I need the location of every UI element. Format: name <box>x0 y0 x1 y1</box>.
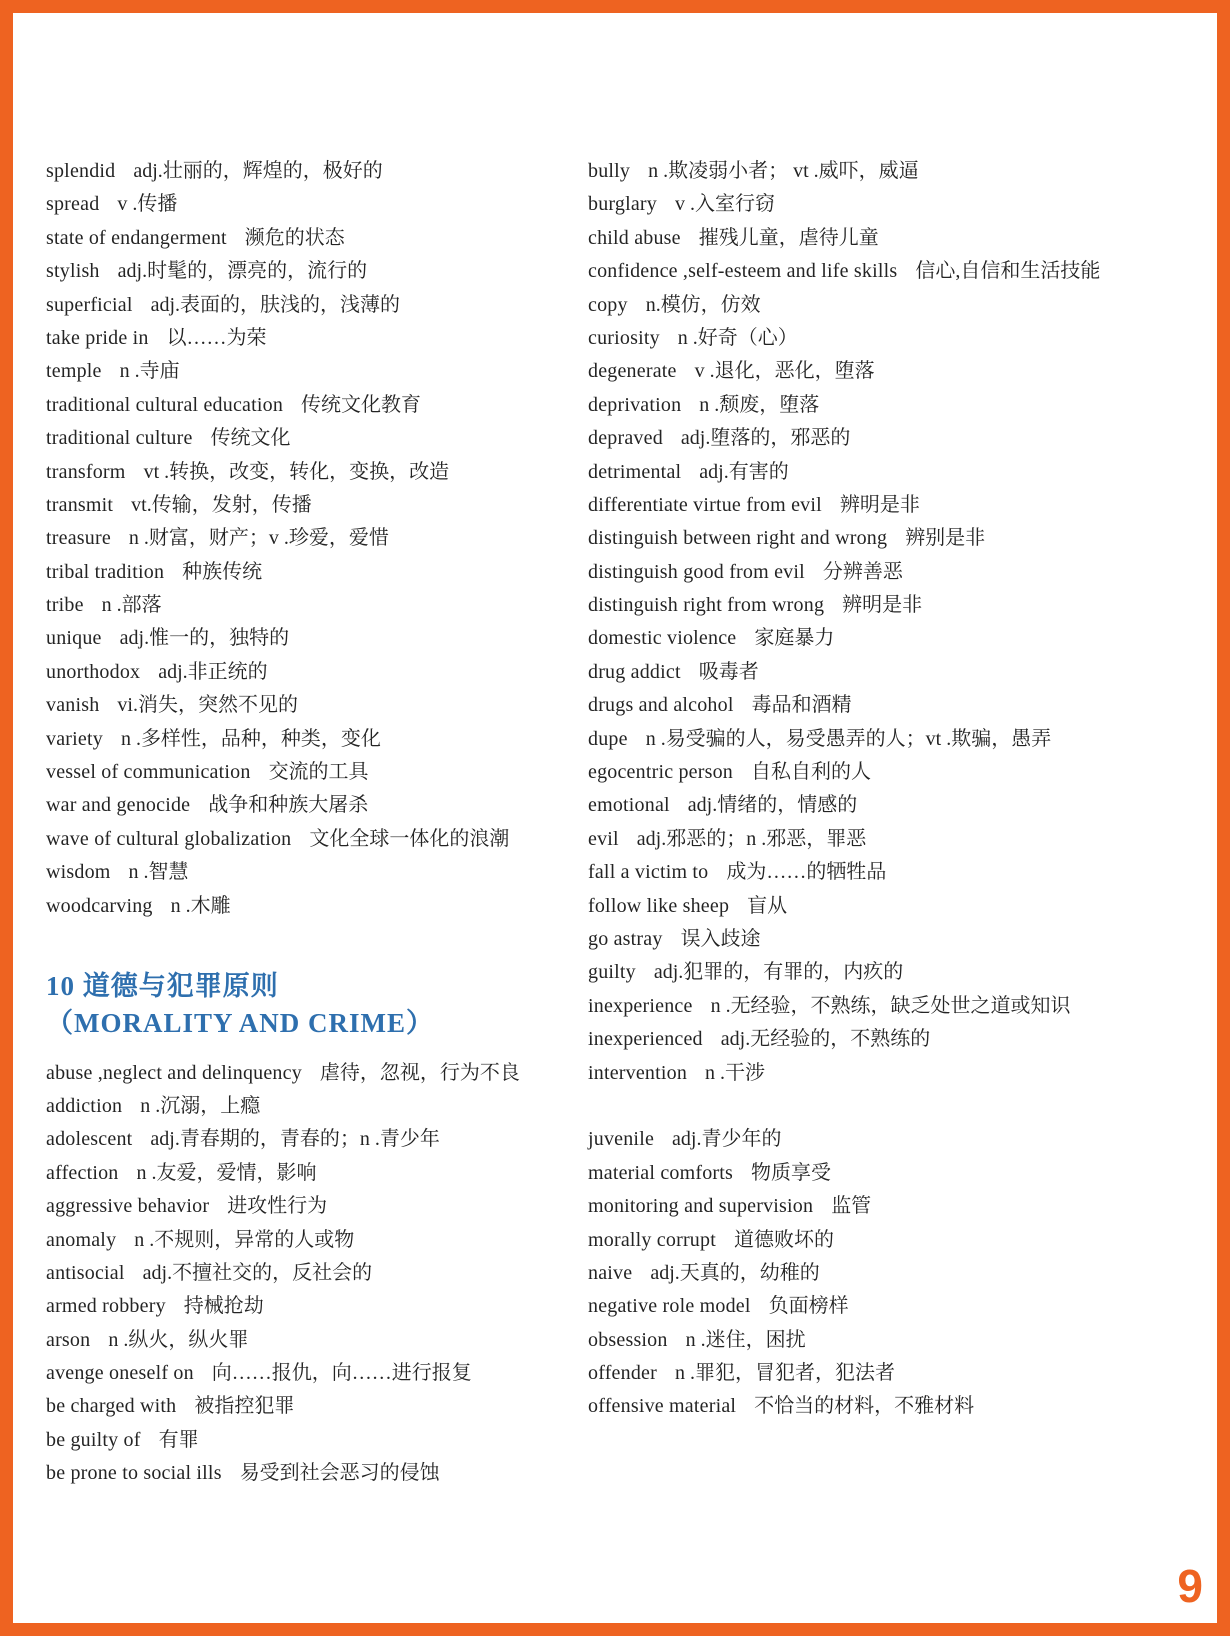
vocab-definition: 自私自利的人 <box>751 761 872 784</box>
vocab-definition: 种族传统 <box>182 560 263 583</box>
vocab-definition: v .传播 <box>117 193 178 216</box>
vocab-definition: 家庭暴力 <box>754 627 835 650</box>
vocab-term: morally corrupt <box>588 1228 716 1251</box>
vocab-list-left-bottom <box>46 1057 520 1491</box>
vocab-term: be charged with <box>46 1395 177 1418</box>
vocab-term: treasure <box>46 527 111 550</box>
vocab-term: dupe <box>588 727 628 750</box>
vocab-definition: n .财富，财产；v .珍爱，爱惜 <box>128 527 389 550</box>
vocab-term: arson <box>46 1328 91 1351</box>
vocab-term: bully <box>588 160 631 182</box>
vocab-term: curiosity <box>588 326 660 349</box>
vocab-entry <box>46 756 520 789</box>
vocab-definition: n .干涉 <box>705 1061 766 1084</box>
vocab-entry <box>46 1357 520 1390</box>
vocab-entry <box>588 1157 1100 1190</box>
vocab-definition: 盲从 <box>747 894 788 917</box>
vocab-definition: 分辨善恶 <box>822 560 903 583</box>
vocab-definition: adj.壮丽的，辉煌的，极好的 <box>133 160 383 182</box>
vocab-entry <box>588 1123 1100 1156</box>
vocab-entry <box>588 1023 1100 1056</box>
vocab-term: drug addict <box>588 660 681 683</box>
vocab-entry <box>46 355 520 388</box>
vocab-term: guilty <box>588 961 636 984</box>
vocab-definition: 道德败坏的 <box>733 1228 834 1251</box>
vocab-definition: 吸毒者 <box>698 660 759 683</box>
vocab-term: naive <box>588 1261 633 1284</box>
vocab-term: offensive material <box>588 1395 737 1418</box>
vocab-term: transform <box>46 460 126 483</box>
vocab-term: be guilty of <box>46 1428 141 1451</box>
vocab-entry <box>46 289 520 322</box>
vocab-entry <box>588 956 1100 989</box>
vocab-entry <box>46 155 520 188</box>
vocab-term: distinguish good from evil <box>588 560 805 583</box>
vocab-entry <box>46 1324 520 1357</box>
vocab-entry <box>588 622 1100 655</box>
vocab-definition: adj.表面的，肤浅的，浅薄的 <box>150 293 401 316</box>
vocab-entry <box>46 1290 520 1323</box>
vocab-definition: 向……报仇，向……进行报复 <box>211 1362 472 1385</box>
vocab-entry <box>588 823 1100 856</box>
vocab-term: deprivation <box>588 393 682 416</box>
vocab-entry <box>588 923 1100 956</box>
vocab-entry <box>588 1357 1100 1390</box>
vocab-term: unique <box>46 627 102 650</box>
vocab-entry <box>46 1190 520 1223</box>
vocab-term: superficial <box>46 293 133 316</box>
vocab-term: inexperienced <box>588 1028 703 1051</box>
left-column <box>46 155 520 1491</box>
vocab-term: depraved <box>588 427 663 450</box>
vocab-definition: 辨明是非 <box>842 594 923 617</box>
vocab-term: intervention <box>588 1061 688 1084</box>
vocab-entry <box>588 1290 1100 1323</box>
section-heading-number-title: 10 道德与犯罪原则 <box>46 970 279 1001</box>
vocab-term: fall a victim to <box>588 861 709 884</box>
vocab-entry <box>46 656 520 689</box>
vocab-term: drugs and alcohol <box>588 694 734 717</box>
vocab-term: burglary <box>588 193 657 216</box>
vocab-term: vanish <box>46 694 100 717</box>
vocab-definition: 交流的工具 <box>268 761 369 784</box>
vocab-term: domestic violence <box>588 627 737 650</box>
vocab-definition: 传统文化教育 <box>301 393 422 416</box>
vocab-definition: n .纵火，纵火罪 <box>108 1328 249 1351</box>
vocab-term: avenge oneself on <box>46 1362 194 1385</box>
vocab-entry <box>46 1123 520 1156</box>
vocab-entry <box>46 1057 520 1090</box>
vocab-entry <box>588 355 1100 388</box>
vocab-definition: adj.天真的，幼稚的 <box>650 1261 820 1284</box>
vocab-entry <box>588 990 1100 1023</box>
vocab-entry <box>46 856 520 889</box>
vocab-entry <box>46 1457 520 1490</box>
vocab-term: obsession <box>588 1328 668 1351</box>
vocab-definition: 文化全球一体化的浪潮 <box>309 827 510 850</box>
vocab-entry <box>588 322 1100 355</box>
vocab-term: detrimental <box>588 460 682 483</box>
vocab-entry <box>588 155 1100 188</box>
vocab-definition: n .部落 <box>101 594 162 617</box>
vocab-entry <box>46 188 520 221</box>
vocab-definition: n .颓废，堕落 <box>699 393 820 416</box>
vocab-definition: 传统文化 <box>210 427 291 450</box>
vocab-definition: 易受到社会恶习的侵蚀 <box>239 1462 440 1485</box>
vocab-entry <box>46 1157 520 1190</box>
vocab-definition: vt.传输，发射，传播 <box>131 493 312 516</box>
vocab-definition: 监管 <box>831 1195 872 1218</box>
vocab-definition: n .无经验，不熟练，缺乏处世之道或知识 <box>710 994 1071 1017</box>
vocab-term: splendid <box>46 160 116 182</box>
vocab-term: juvenile <box>588 1128 655 1151</box>
vocab-entry <box>588 1324 1100 1357</box>
vocab-term: wave of cultural globalization <box>46 827 292 850</box>
vocab-definition: n .智慧 <box>128 861 189 884</box>
vocab-definition: adj.邪恶的；n .邪恶，罪恶 <box>636 827 867 850</box>
vocab-definition: n .友爱，爱情，影响 <box>136 1161 317 1184</box>
vocab-definition: adj.堕落的，邪恶的 <box>680 427 851 450</box>
vocab-definition: 以……为荣 <box>166 326 267 349</box>
vocab-term: confidence ,self-esteem and life skills <box>588 260 898 283</box>
vocab-entry <box>46 222 520 255</box>
vocab-definition: n .木雕 <box>170 894 231 917</box>
vocab-definition: n .易受骗的人，易受愚弄的人；vt .欺骗，愚弄 <box>645 727 1052 750</box>
vocab-entry <box>46 723 520 756</box>
vocab-entry <box>46 456 520 489</box>
vocab-entry <box>588 656 1100 689</box>
vocab-term: war and genocide <box>46 794 191 817</box>
vocab-term: monitoring and supervision <box>588 1195 814 1218</box>
vocab-definition: vi.消失，突然不见的 <box>117 694 298 717</box>
vocab-term: material comforts <box>588 1161 734 1184</box>
vocab-definition: v .入室行窃 <box>675 193 775 216</box>
vocab-term: adolescent <box>46 1128 133 1151</box>
vocab-definition: vt .转换，改变，转化，变换，改造 <box>143 460 450 483</box>
vocab-definition: adj.非正统的 <box>158 660 268 683</box>
vocab-entry <box>46 789 520 822</box>
page-number: 9 <box>1177 1560 1203 1612</box>
vocab-entry <box>46 255 520 288</box>
vocab-definition: n .寺庙 <box>119 360 180 383</box>
vocab-entry <box>588 389 1100 422</box>
vocab-term: aggressive behavior <box>46 1195 210 1218</box>
vocab-entry <box>588 222 1100 255</box>
vocab-definition: adj.时髦的，漂亮的，流行的 <box>117 260 368 283</box>
vocab-definition: n .沉溺，上瘾 <box>140 1094 261 1117</box>
vocab-entry <box>588 188 1100 221</box>
vocab-definition: adj.不擅社交的，反社会的 <box>142 1261 373 1284</box>
vocab-term: be prone to social ills <box>46 1462 222 1485</box>
vocab-term: transmit <box>46 493 114 516</box>
vocab-definition: n .多样性，品种，种类，变化 <box>120 727 381 750</box>
vocab-definition: n .不规则，异常的人或物 <box>134 1228 355 1251</box>
vocab-entry <box>588 422 1100 455</box>
vocab-entry <box>46 823 520 856</box>
vocab-term: woodcarving <box>46 894 153 917</box>
vocab-entry <box>588 1190 1100 1223</box>
vocab-definition: 辨明是非 <box>839 493 920 516</box>
vocab-term: variety <box>46 727 103 750</box>
vocab-definition: 濒危的状态 <box>244 226 345 249</box>
vocab-term: degenerate <box>588 360 677 383</box>
vocab-term: distinguish right from wrong <box>588 594 825 617</box>
vocab-list-left-top <box>46 155 520 923</box>
vocab-entry <box>46 689 520 722</box>
vocab-term: spread <box>46 193 100 216</box>
vocab-entry <box>588 456 1100 489</box>
vocab-definition: 毒品和酒精 <box>751 694 852 717</box>
vocab-term: child abuse <box>588 226 681 249</box>
blank-row-spacer <box>588 1090 1100 1123</box>
vocab-term: go astray <box>588 927 663 950</box>
vocab-entry <box>588 723 1100 756</box>
vocab-term: differentiate virtue from evil <box>588 493 822 516</box>
vocab-definition: 持械抢劫 <box>183 1295 264 1318</box>
vocab-entry <box>588 255 1100 288</box>
vocab-term: negative role model <box>588 1295 751 1318</box>
vocab-definition: adj.惟一的，独特的 <box>119 627 290 650</box>
vocab-entry <box>46 322 520 355</box>
vocab-definition: adj.情绪的，情感的 <box>687 794 858 817</box>
vocab-term: armed robbery <box>46 1295 166 1318</box>
vocab-definition: v .退化，恶化，堕落 <box>694 360 875 383</box>
vocab-term: distinguish between right and wrong <box>588 527 888 550</box>
vocab-definition: 负面榜样 <box>768 1295 849 1318</box>
vocab-entry <box>588 522 1100 555</box>
vocab-definition: adj.犯罪的，有罪的，内疚的 <box>653 961 904 984</box>
right-column <box>588 155 1100 1424</box>
vocab-definition: adj.青少年的 <box>672 1128 782 1151</box>
vocab-entry <box>588 789 1100 822</box>
vocab-entry <box>588 856 1100 889</box>
vocab-definition: 摧残儿童，虐待儿童 <box>698 226 879 249</box>
vocab-definition: 有罪 <box>158 1428 199 1451</box>
vocab-entry <box>46 556 520 589</box>
vocab-definition: n .罪犯，冒犯者，犯法者 <box>674 1362 895 1385</box>
vocab-term: vessel of communication <box>46 761 251 784</box>
vocab-definition: adj.有害的 <box>699 460 789 483</box>
vocab-entry <box>588 1257 1100 1290</box>
vocab-entry <box>46 489 520 522</box>
vocab-entry <box>588 1224 1100 1257</box>
vocab-term: temple <box>46 360 102 383</box>
vocab-term: affection <box>46 1161 119 1184</box>
vocab-entry <box>588 289 1100 322</box>
vocab-definition: 成为……的牺牲品 <box>726 861 887 884</box>
vocab-term: take pride in <box>46 326 149 349</box>
vocab-term: antisocial <box>46 1261 125 1284</box>
vocab-definition: 辨别是非 <box>905 527 986 550</box>
vocab-term: offender <box>588 1362 657 1385</box>
vocab-list-right-top <box>588 155 1100 1090</box>
vocab-entry <box>588 556 1100 589</box>
vocab-definition: n .迷住，困扰 <box>685 1328 806 1351</box>
vocab-definition: n.模仿，仿效 <box>645 293 761 316</box>
vocab-definition: 虐待，忽视，行为不良 <box>319 1061 520 1084</box>
vocab-entry <box>588 890 1100 923</box>
vocab-definition: 战争和种族大屠杀 <box>208 794 369 817</box>
vocab-term: traditional cultural education <box>46 393 284 416</box>
vocab-term: wisdom <box>46 861 111 884</box>
document-page <box>13 13 1217 1623</box>
vocab-definition: 物质享受 <box>751 1161 832 1184</box>
vocab-term: tribe <box>46 594 84 617</box>
vocab-term: state of endangerment <box>46 226 227 249</box>
vocab-entry <box>46 589 520 622</box>
vocab-term: evil <box>588 827 619 850</box>
vocab-list-right-bottom <box>588 1123 1100 1424</box>
vocab-entry <box>46 389 520 422</box>
vocab-entry <box>46 422 520 455</box>
vocab-entry <box>588 1390 1100 1423</box>
vocab-entry <box>46 522 520 555</box>
vocab-term: egocentric person <box>588 761 734 784</box>
vocab-term: copy <box>588 293 628 316</box>
section-heading-english-title: （MORALITY AND CRIME） <box>46 1007 435 1038</box>
vocab-entry <box>588 589 1100 622</box>
vocab-term: anomaly <box>46 1228 117 1251</box>
vocab-term: tribal tradition <box>46 560 165 583</box>
vocab-term: inexperience <box>588 994 693 1017</box>
vocab-entry <box>588 756 1100 789</box>
vocab-definition: adj.无经验的，不熟练的 <box>720 1028 931 1051</box>
vocab-term: emotional <box>588 794 670 817</box>
vocab-term: traditional culture <box>46 427 193 450</box>
vocab-entry <box>46 1257 520 1290</box>
vocab-definition: 进攻性行为 <box>227 1195 328 1218</box>
vocab-entry <box>46 622 520 655</box>
vocab-definition: 误入歧途 <box>680 927 761 950</box>
vocab-term: addiction <box>46 1094 123 1117</box>
vocab-definition: 不恰当的材料，不雅材料 <box>754 1395 975 1418</box>
vocab-entry <box>588 689 1100 722</box>
vocab-term: abuse ,neglect and delinquency <box>46 1061 302 1084</box>
vocab-entry <box>46 890 520 923</box>
vocab-term: stylish <box>46 260 100 283</box>
vocab-term: unorthodox <box>46 660 141 683</box>
vocab-definition: adj.青春期的，青春的；n .青少年 <box>150 1128 440 1151</box>
vocab-entry <box>46 1090 520 1123</box>
vocab-entry <box>46 1224 520 1257</box>
vocab-entry <box>588 489 1100 522</box>
vocab-term: follow like sheep <box>588 894 730 917</box>
vocab-entry <box>46 1424 520 1457</box>
section-heading <box>46 923 520 1057</box>
vocab-definition: n .欺凌弱小者； vt .威吓，威逼 <box>648 160 919 182</box>
vocab-entry <box>588 1057 1100 1090</box>
vocab-definition: 被指控犯罪 <box>194 1395 295 1418</box>
vocab-definition: 信心,自信和生活技能 <box>915 260 1101 283</box>
vocab-definition: n .好奇（心） <box>677 326 798 349</box>
vocab-entry <box>46 1390 520 1423</box>
